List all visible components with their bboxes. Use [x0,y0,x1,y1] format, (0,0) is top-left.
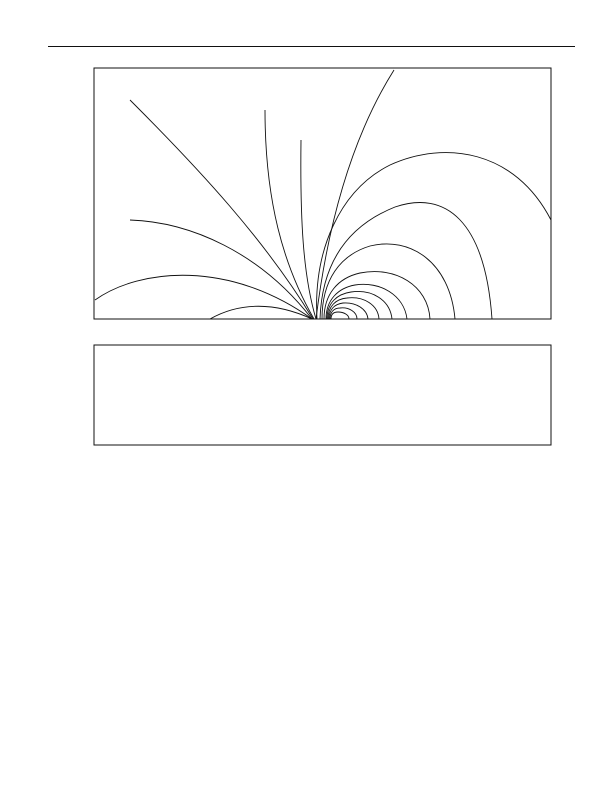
contour-20-low [301,140,316,319]
contour-10 [265,110,314,319]
contour-lines [95,70,551,319]
contour-minus-30 [210,306,312,319]
contour-minus-10 [130,220,312,319]
cross-section-frame [94,345,551,445]
contour-20-high [316,70,394,319]
contour-110 [331,312,349,319]
contour-70b [327,292,392,319]
contour-zero [130,100,313,319]
contour-100 [330,308,357,319]
contour-plot-frame [94,68,551,319]
contour-30 [317,153,551,319]
contour-40 [320,203,492,319]
contour-minus-20 [95,275,312,319]
